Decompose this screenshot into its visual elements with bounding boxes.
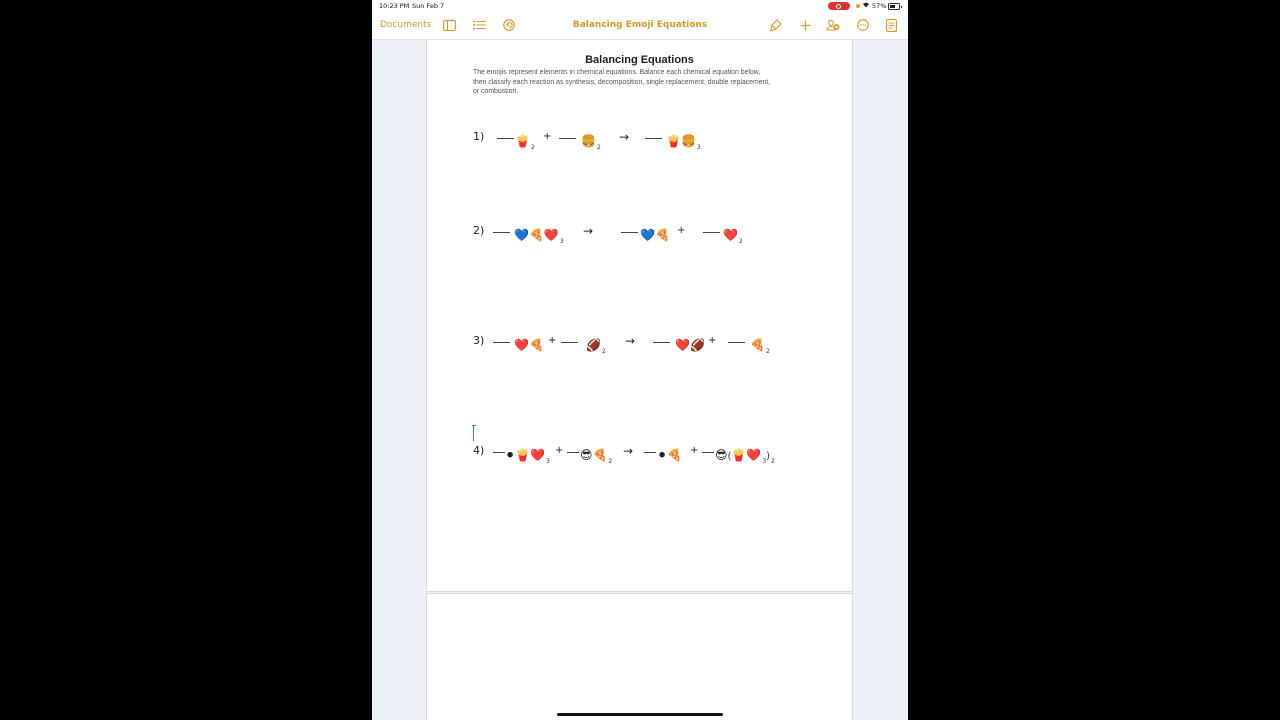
coefficient-blank[interactable] <box>493 334 510 343</box>
ipad-screen <box>372 0 908 720</box>
product-formula: $😎(🍟❤️_3)_2$ <box>715 448 775 465</box>
document-setup-icon[interactable] <box>883 17 899 33</box>
coefficient-blank[interactable] <box>561 334 578 343</box>
plus-sign: + <box>548 335 557 346</box>
plus-sign: + <box>690 445 699 456</box>
document-page[interactable] <box>426 40 853 592</box>
more-icon[interactable] <box>855 17 871 33</box>
document-title: Balancing Emoji Equations <box>572 20 708 30</box>
coefficient-blank[interactable] <box>497 130 514 139</box>
product-formula: 💙🍕 <box>640 228 670 242</box>
coefficient-blank[interactable] <box>703 224 720 233</box>
paintbrush-icon[interactable] <box>768 17 784 33</box>
reaction-arrow: → <box>583 224 594 238</box>
reactant-formula: $⚫🍟❤️_3$ <box>505 448 550 465</box>
screen-recording-icon[interactable] <box>828 2 850 10</box>
equation-number: 2) <box>473 224 485 237</box>
reactant-formula: $😎🍕_2$ <box>580 448 613 465</box>
coefficient-blank[interactable] <box>559 130 576 139</box>
battery-icon <box>888 3 900 10</box>
plus-sign: + <box>708 335 717 346</box>
equation-number: 3) <box>473 334 485 347</box>
reactant-formula: ❤️🍕 <box>514 338 544 352</box>
coefficient-blank[interactable] <box>493 444 505 453</box>
product-formula: ⚫🍕 <box>657 448 682 462</box>
reactant-formula: $🍔_2$ <box>581 134 601 151</box>
coefficient-blank[interactable] <box>621 224 638 233</box>
coefficient-blank[interactable] <box>644 444 656 453</box>
coefficient-blank[interactable] <box>567 444 579 453</box>
reaction-arrow: → <box>619 130 630 144</box>
battery-percent: 57% <box>872 2 887 10</box>
status-bar <box>372 0 908 12</box>
reactant-formula: $🍟_2$ <box>515 134 535 151</box>
equation-number: 4) <box>473 444 485 457</box>
status-time: 10:23 PM <box>379 2 410 10</box>
coefficient-blank[interactable] <box>493 224 510 233</box>
worksheet-instructions: The emojis represent elements in chemical equations. Balance each chemical equation below, then classify each reaction as synthesis, decomposition, single replacement, double replacement, or combustion. <box>473 69 771 95</box>
document-page-2[interactable] <box>426 593 853 720</box>
reactant-formula: $🏈_2$ <box>586 338 606 355</box>
coefficient-blank[interactable] <box>728 334 745 343</box>
home-indicator[interactable] <box>557 713 723 716</box>
wifi-icon <box>862 1 870 10</box>
collaborate-icon[interactable] <box>825 17 841 33</box>
product-formula: $❤️_2$ <box>723 228 743 245</box>
plus-sign: + <box>543 131 552 142</box>
document-canvas[interactable] <box>372 40 908 720</box>
text-cursor <box>473 425 474 441</box>
reaction-arrow: → <box>625 334 636 348</box>
toolbar <box>372 12 908 40</box>
reactant-formula: $💙🍕❤️_3$ <box>514 228 564 245</box>
plus-sign: + <box>677 225 686 236</box>
product-formula: $🍟🍔_3$ <box>666 134 701 151</box>
plus-sign: + <box>555 445 564 456</box>
coefficient-blank[interactable] <box>645 130 662 139</box>
reaction-arrow: → <box>623 444 634 458</box>
coefficient-blank[interactable] <box>702 444 714 453</box>
documents-button[interactable]: Documents <box>380 20 432 30</box>
worksheet-title: Balancing Equations <box>585 54 694 66</box>
coefficient-blank[interactable] <box>653 334 670 343</box>
status-date: Sun Feb 7 <box>412 2 445 10</box>
plus-icon[interactable] <box>797 17 813 33</box>
equation-number: 1) <box>473 130 485 143</box>
product-formula: ❤️🏈 <box>675 338 705 352</box>
product-formula: $🍕_2$ <box>750 338 770 355</box>
mic-indicator-icon <box>856 4 860 8</box>
